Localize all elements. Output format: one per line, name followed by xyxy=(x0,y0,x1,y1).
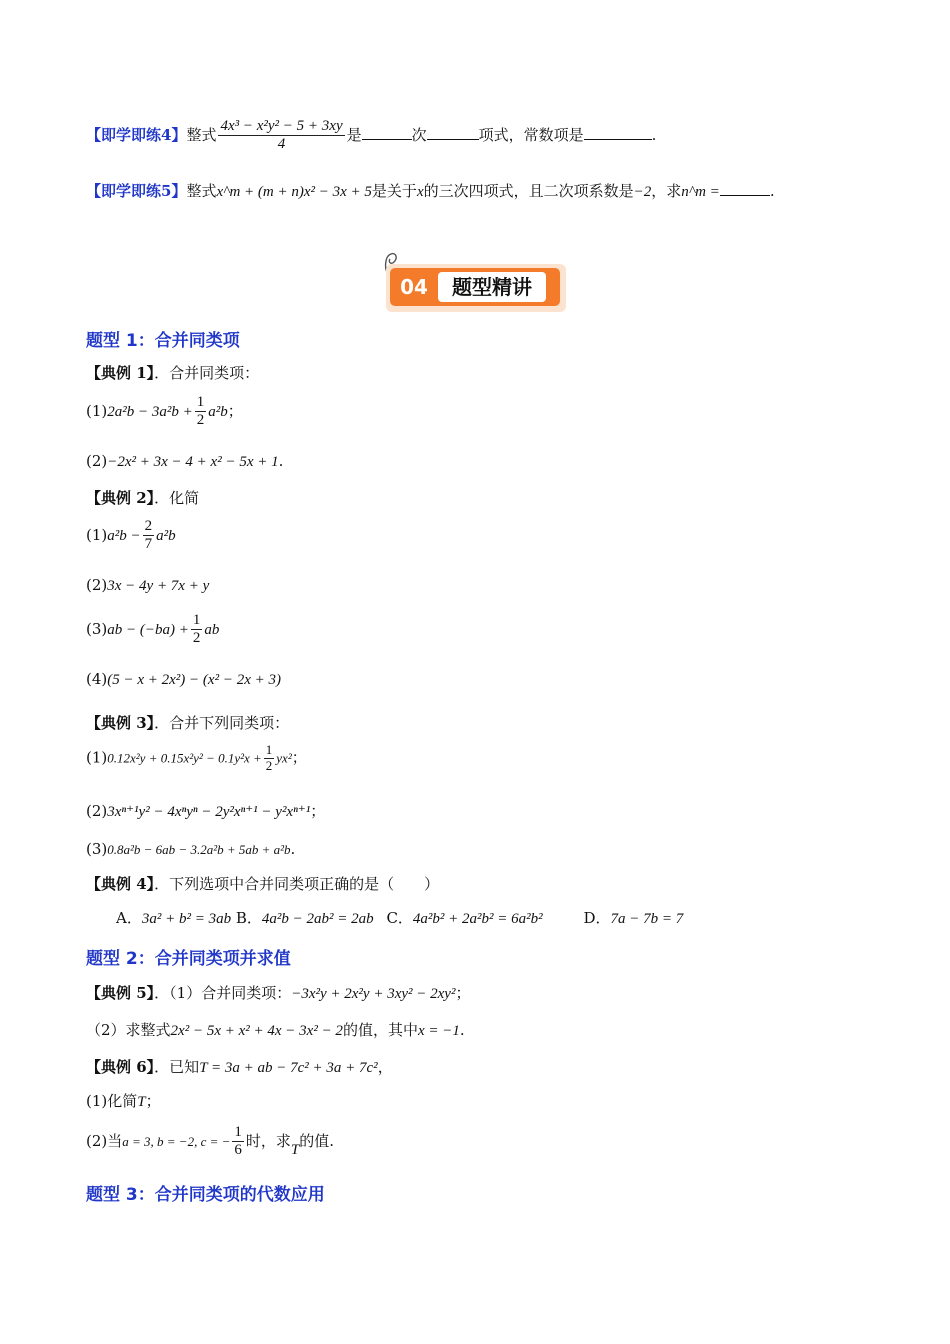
example-5-part-2: （2）求整式2x² − 5x + x² + 4x − 3x² − 2的值，其中x = −1. xyxy=(86,1021,465,1039)
option-a[interactable]: A．3a² + b² = 3ab xyxy=(116,909,232,927)
answer-blank[interactable] xyxy=(362,125,412,140)
banner-title: 题型精讲 xyxy=(438,272,546,302)
section-banner-box xyxy=(386,264,566,312)
practice-5-tag: 【即学即练5】 xyxy=(86,182,187,200)
practice-4-fraction: $\frac{\text{4x³ − x²y² − 5 + 3xy}}{4}$ xyxy=(220,118,343,153)
example-3-part-1: (1)0.12x²y + 0.15x²y² − 0.1y²x + $\frac{1}{2}$ yx²； xyxy=(86,742,307,773)
example-2-part-1: (1)a²b − $\frac{2}{7}$ a²b xyxy=(86,518,176,553)
example-4: 【典例 4】．下列选项中合并同类项正确的是（ ） xyxy=(86,875,440,893)
example-1-part-1: (1)2a²b − 3a²b + $\frac{1}{2}$ a²b； xyxy=(86,394,243,429)
practice-4-tag: 【即学即练4】 xyxy=(86,125,187,144)
option-c[interactable]: C．4a²b² + 2a²b² = 6a²b² xyxy=(386,909,543,927)
example-2-part-2: (2)3x − 4y + 7x + y xyxy=(86,576,210,594)
answer-blank[interactable] xyxy=(584,125,652,140)
example-6: 【典例 6】．已知T = 3a + ab − 7c² + 3a + 7c²， xyxy=(86,1058,393,1076)
answer-blank[interactable] xyxy=(427,125,479,140)
example-6-part-1: (1)化简T； xyxy=(86,1092,161,1110)
practice-4: 【即学即练4】整式 $\frac{\text{4x³ − x²y² − 5 + 3xy}}{4}$ 是 次 项式，常数项是 . xyxy=(86,118,657,153)
example-2-part-4: (4)(5 − x + 2x²) − (x² − 2x + 3) xyxy=(86,670,281,688)
option-d[interactable]: D．7a − 7b = 7 xyxy=(583,909,684,927)
type-1-heading: 题型 1：合并同类项 xyxy=(86,331,240,351)
answer-blank[interactable] xyxy=(720,181,770,196)
example-4-options xyxy=(116,907,683,928)
banner-number: 04 xyxy=(400,275,428,299)
example-2-part-3: (3)ab − (−ba) + $\frac{1}{2}$ ab xyxy=(86,612,220,647)
example-1: 【典例 1】．合并同类项： xyxy=(86,364,260,382)
example-3: 【典例 3】．合并下列同类项： xyxy=(86,714,290,732)
option-b[interactable]: B．4a²b − 2ab² = 2ab xyxy=(235,909,374,927)
example-3-part-3: (3)0.8a²b − 6ab − 3.2a²b + 5ab + a²b. xyxy=(86,840,296,858)
example-6-part-2: (2)当a = 3, b = −2, c = − $\frac{1}{6}$ 时，求T的值. xyxy=(86,1124,335,1159)
example-1-part-2: (2)−2x² + 3x − 4 + x² − 5x + 1. xyxy=(86,452,284,470)
practice-5: 【即学即练5】整式x^m + (m + n)x² − 3x + 5是关于x的三次四项式，且二次项系数是−2，求n^m = . xyxy=(86,182,775,200)
example-5: 【典例 5】．（1）合并同类项：−3x²y + 2x²y + 3xy² − 2xy²； xyxy=(86,984,471,1002)
type-2-heading: 题型 2：合并同类项并求值 xyxy=(86,949,291,969)
example-2: 【典例 2】．化简 xyxy=(86,489,200,507)
example-3-part-2: (2)3xⁿ⁺¹y² − 4xⁿyⁿ − 2y²xⁿ⁺¹ − y²xⁿ⁺¹； xyxy=(86,802,326,820)
type-3-heading: 题型 3：合并同类项的代数应用 xyxy=(86,1185,325,1205)
